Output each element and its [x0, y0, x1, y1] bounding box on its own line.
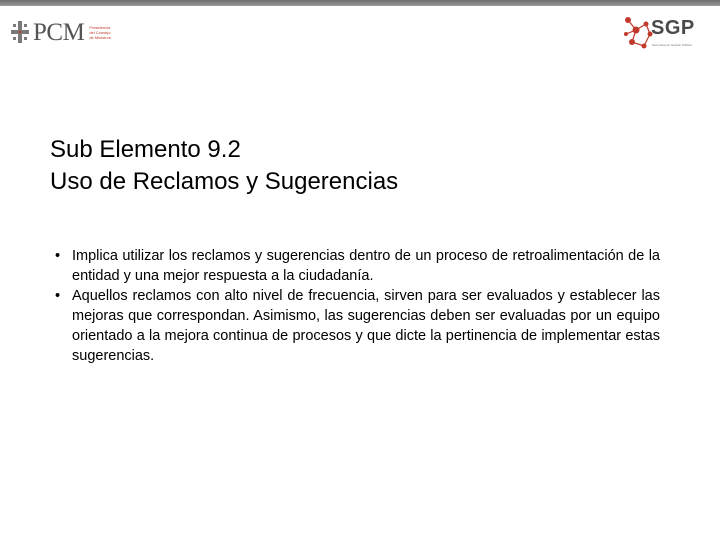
bullet-item: • Implica utilizar los reclamos y sugerencias dentro de un proceso de retroalimentación de la entidad y una mejor respuesta a la ciudadanía. — [50, 246, 660, 286]
top-bar — [0, 0, 720, 6]
slide-title-line-2: Uso de Reclamos y Sugerencias — [50, 168, 399, 195]
slide-title-line-1: Sub Elemento 9.2 — [50, 136, 241, 163]
sgp-logo — [622, 14, 706, 58]
bullet-item: • Aquellos reclamos con alto nivel de frecuencia, sirven para ser evaluados y establecer las mejoras que correspondan. Asimismo, las sugerencias deben ser evaluadas por un equipo orientado a la mejora continua de procesos y que dicte la pertinencia de implementar estas sugerencias. — [50, 286, 660, 366]
pcm-logo-subtitle: Presidencia del Consejo de Ministros — [89, 24, 111, 40]
pcm-logo-text: PCM — [33, 18, 85, 46]
bullet-list — [50, 246, 660, 366]
slide-title — [50, 134, 670, 198]
sgp-logo-text: SGP — [651, 17, 695, 39]
sgp-logo-subtitle: Secretaría de Gestión Pública — [652, 43, 692, 47]
pcm-emblem-icon — [10, 20, 30, 44]
pcm-logo — [10, 18, 111, 46]
